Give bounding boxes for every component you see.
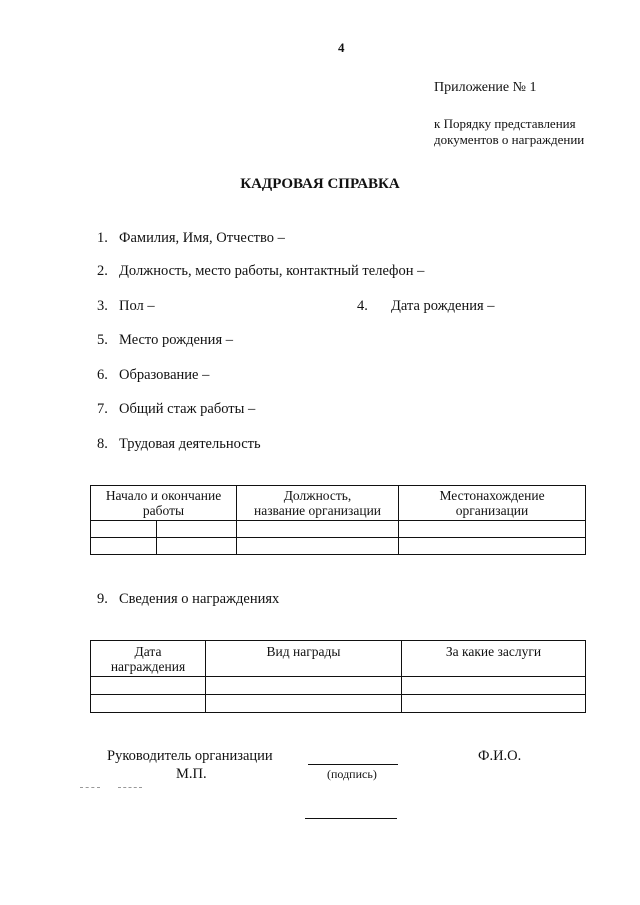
header-award-type: Вид награды	[206, 641, 402, 677]
awards-table	[90, 640, 586, 713]
field-number: 4.	[357, 298, 368, 314]
table-cell[interactable]	[157, 538, 237, 555]
field-label: Сведения о награждениях	[119, 591, 280, 607]
appendix-subtitle-line2: документов о награждении	[434, 132, 585, 147]
table-cell[interactable]	[402, 677, 586, 695]
field-employment-history	[97, 436, 261, 453]
field-number: 5.	[97, 332, 108, 348]
field-label: Дата рождения –	[391, 298, 495, 314]
field-label: Место рождения –	[119, 332, 233, 348]
field-birth-date	[357, 298, 495, 315]
page-number: 4	[338, 40, 345, 55]
field-label: Должность, место работы, контактный телефон –	[119, 263, 425, 279]
table-row	[91, 695, 586, 713]
field-position	[97, 263, 424, 280]
field-number: 6.	[97, 367, 108, 383]
field-sex	[97, 298, 155, 315]
table-cell[interactable]	[91, 695, 206, 713]
header-award-date: Дата награждения	[91, 641, 206, 677]
table-cell[interactable]	[402, 695, 586, 713]
table-cell[interactable]	[237, 538, 399, 555]
field-label: Образование –	[119, 367, 210, 383]
table-header-row	[91, 641, 586, 677]
scan-mark	[118, 787, 142, 788]
appendix-subtitle-line1: к Порядку представления	[434, 116, 576, 131]
field-full-name	[97, 230, 285, 247]
field-number: 3.	[97, 298, 108, 314]
field-education	[97, 367, 209, 384]
head-of-organization-label: Руководитель организации	[107, 748, 273, 764]
stamp-label: М.П.	[176, 766, 207, 782]
table-header-row	[91, 486, 586, 521]
field-number: 9.	[97, 591, 108, 607]
field-number: 2.	[97, 263, 108, 279]
field-label: Трудовая деятельность	[119, 436, 261, 452]
signature-caption: (подпись)	[327, 767, 377, 781]
field-number: 7.	[97, 401, 108, 417]
header-location: Местонахождение организации	[399, 486, 586, 521]
table-cell[interactable]	[206, 677, 402, 695]
table-cell[interactable]	[399, 521, 586, 538]
appendix-subtitle	[434, 116, 584, 148]
scan-mark	[80, 787, 100, 788]
field-label: Общий стаж работы –	[119, 401, 256, 417]
table-cell[interactable]	[91, 538, 157, 555]
table-row	[91, 521, 586, 538]
date-line[interactable]	[305, 818, 397, 819]
field-work-experience	[97, 401, 255, 418]
table-cell[interactable]	[237, 521, 399, 538]
table-cell[interactable]	[157, 521, 237, 538]
table-cell[interactable]	[91, 521, 157, 538]
appendix-title: Приложение № 1	[434, 80, 537, 95]
table-cell[interactable]	[91, 677, 206, 695]
table-row	[91, 677, 586, 695]
signature-line[interactable]	[308, 764, 398, 765]
field-label: Фамилия, Имя, Отчество –	[119, 230, 285, 246]
full-name-label: Ф.И.О.	[478, 748, 522, 764]
table-cell[interactable]	[206, 695, 402, 713]
field-number: 8.	[97, 436, 108, 452]
header-award-merit: За какие заслуги	[402, 641, 586, 677]
document-title: КАДРОВАЯ СПРАВКА	[240, 176, 400, 192]
table-row	[91, 538, 586, 555]
field-awards	[97, 591, 279, 608]
employment-table	[90, 485, 586, 555]
table-cell[interactable]	[399, 538, 586, 555]
field-birth-place	[97, 332, 233, 349]
field-number: 1.	[97, 230, 108, 246]
header-position: Должность, название организации	[237, 486, 399, 521]
field-label: Пол –	[119, 298, 155, 314]
header-period: Начало и окончание работы	[91, 486, 237, 521]
